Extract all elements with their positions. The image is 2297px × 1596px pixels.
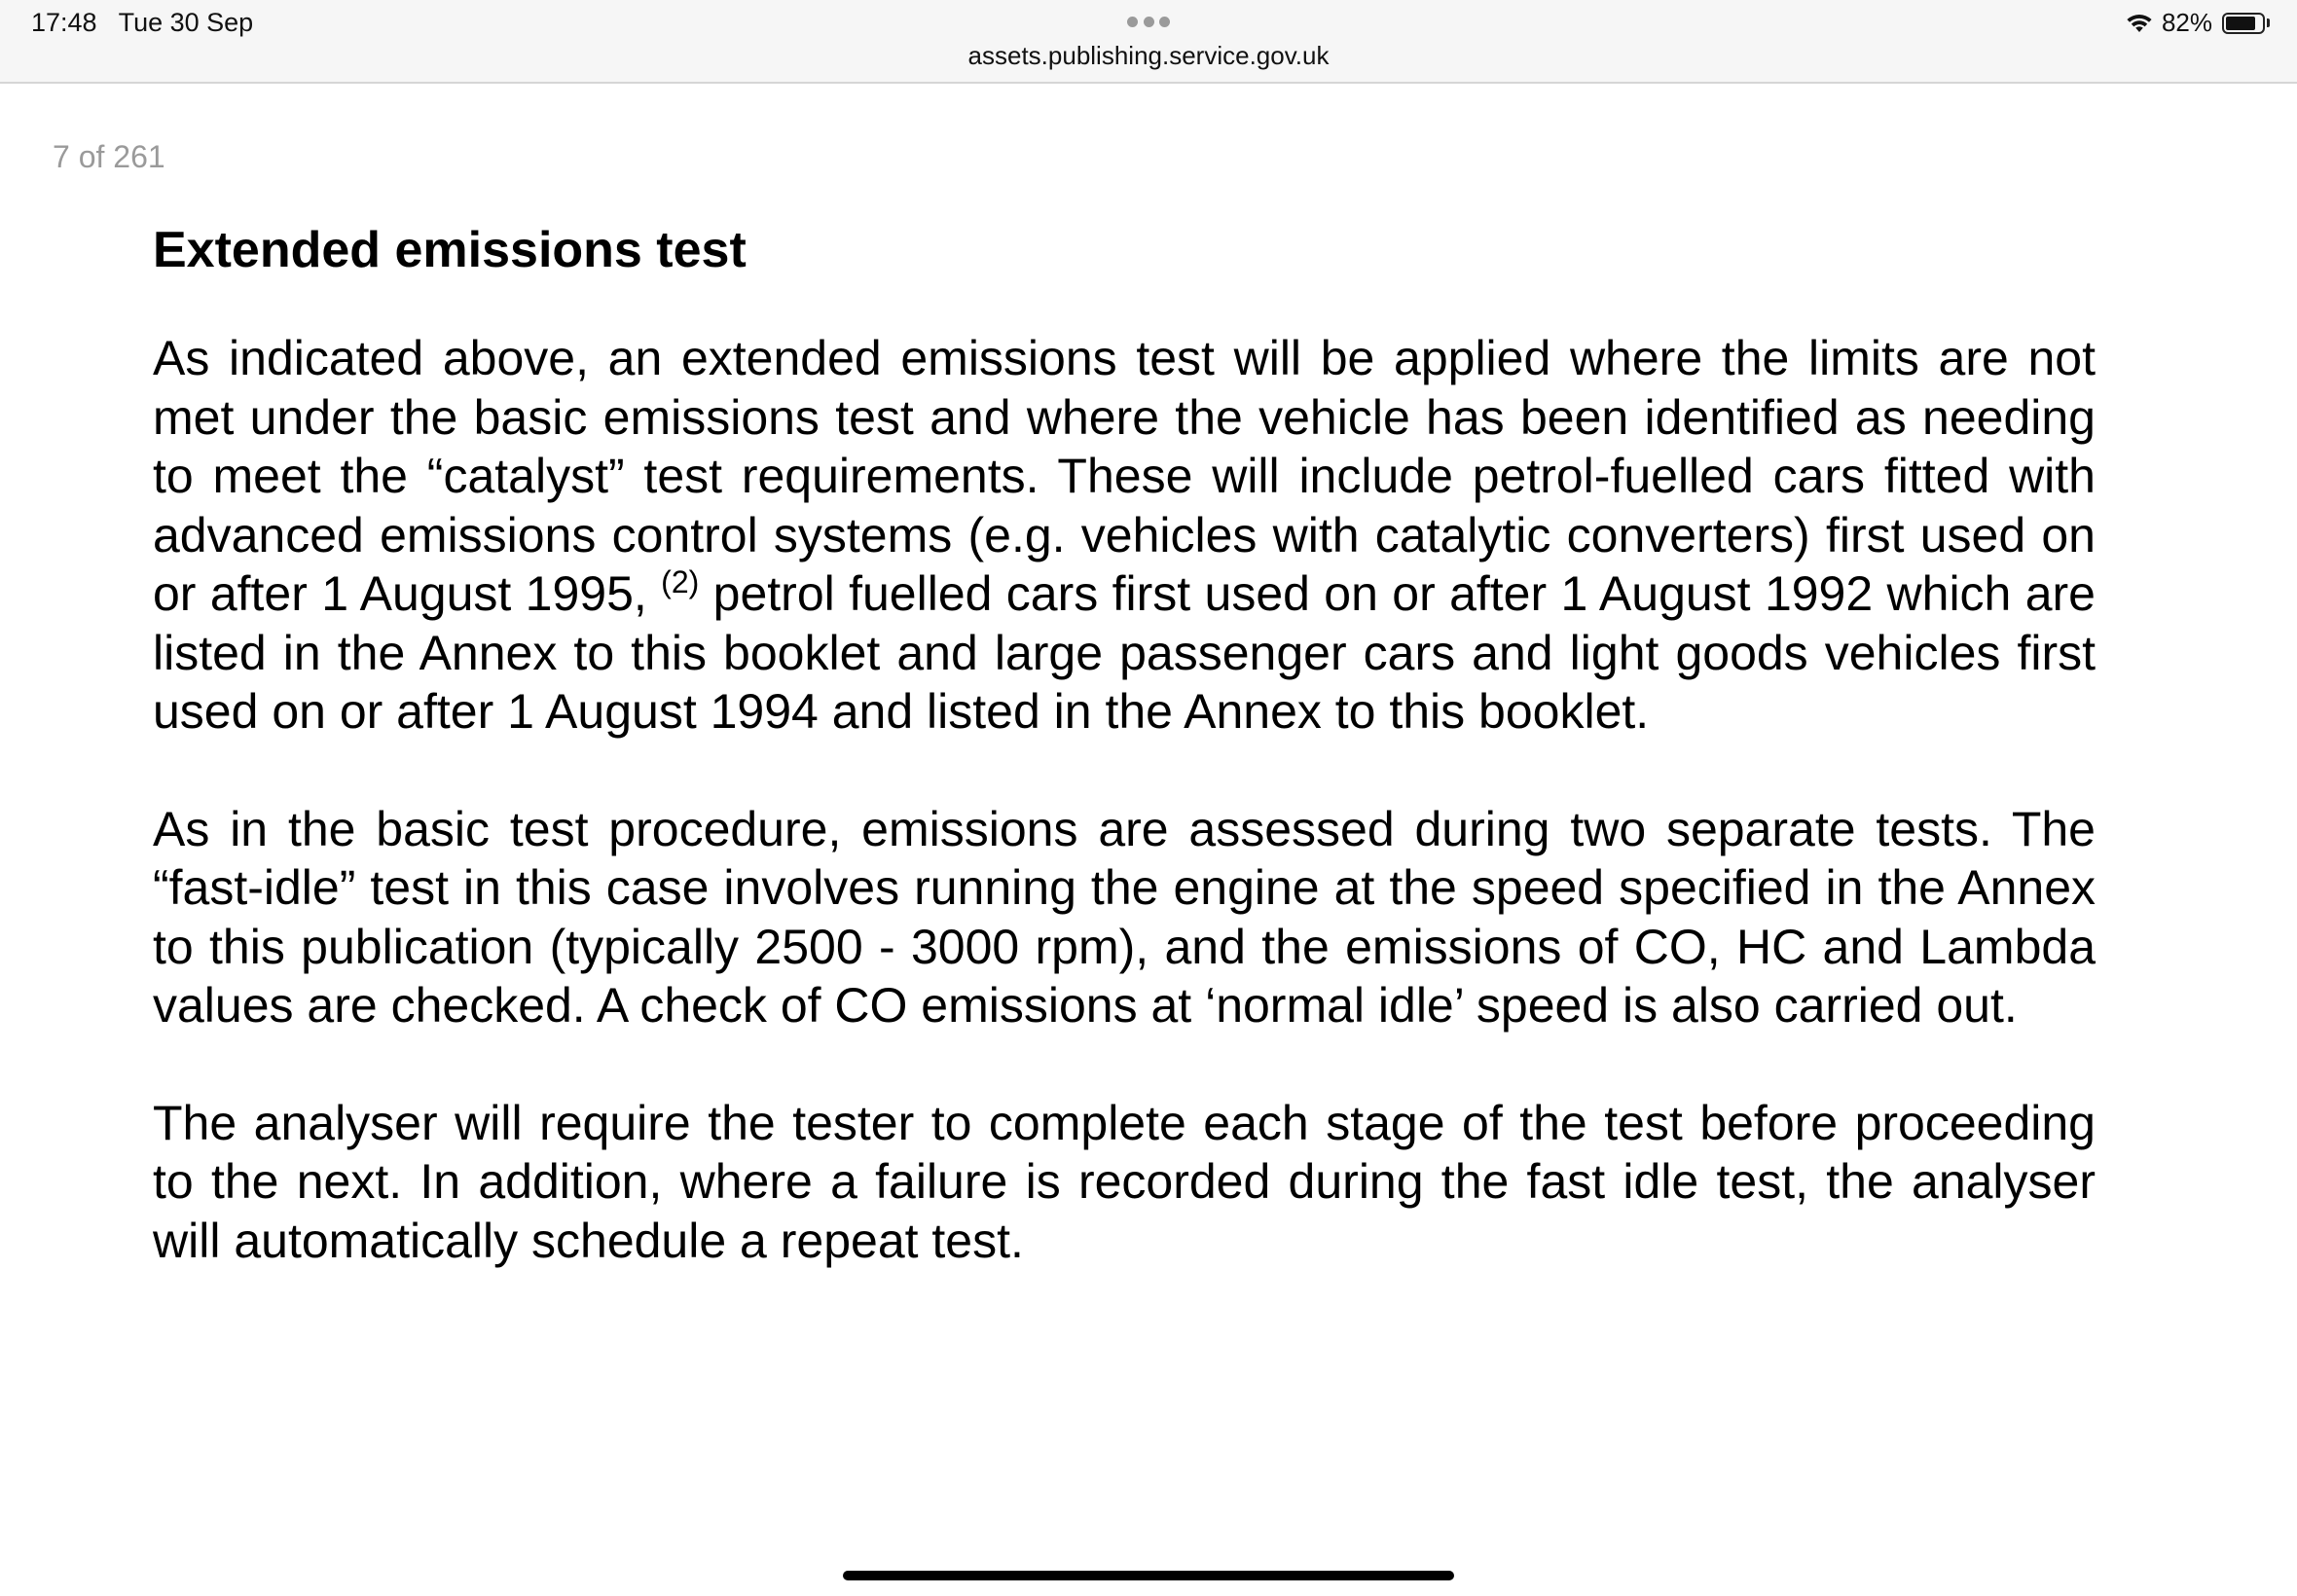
battery-fill bbox=[2226, 17, 2255, 30]
url-label[interactable]: assets.publishing.service.gov.uk bbox=[967, 41, 1330, 70]
wifi-icon bbox=[2125, 12, 2154, 35]
battery-tip bbox=[2267, 18, 2270, 27]
status-time-date bbox=[31, 8, 253, 38]
paragraph-1-part-2: petrol fuelled cars first used on or after 1 August 1992 which are listed in the Annex to this booklet and large passenger cars and light goods vehicles first used on or after 1 August 1994 and listed in the Annex to this booklet. bbox=[153, 566, 2096, 739]
section-heading: Extended emissions test bbox=[153, 222, 747, 278]
status-indicators bbox=[2125, 8, 2270, 38]
document-content bbox=[153, 218, 2096, 1270]
paragraph-1-part-1: As indicated above, an extended emissions test will be applied where the limits are not met under the basic emissions test and where the vehicle has been identified as needing to meet the “catalyst” test requirements. These will include petrol-fuelled cars fitted with advanced emissions control systems (e.g. vehicles with catalytic converters) first used on or after 1 August 1995, bbox=[153, 331, 2096, 621]
paragraph-2: As in the basic test procedure, emissions are assessed during two separate tests. The “fast-idle” test in this case involves running the engine at the speed specified in the Annex to this publication (typically 2500 - 3000 rpm), and the emissions of CO, HC and Lambda values are checked. A check of CO emissions at ‘normal idle’ speed is also carried out. bbox=[153, 801, 2096, 1033]
status-time: 17:48 bbox=[31, 8, 97, 37]
status-date: Tue 30 Sep bbox=[118, 8, 254, 37]
battery-icon bbox=[2222, 13, 2265, 34]
paragraph-3: The analyser will require the tester to complete each stage of the test before proceeding to the next. In addition, where a failure is recorded during the fast idle test, the analyser will automatically schedule a repeat test. bbox=[153, 1095, 2096, 1268]
multitasking-dots-icon[interactable] bbox=[1127, 17, 1170, 28]
home-indicator[interactable] bbox=[843, 1571, 1454, 1580]
status-bar bbox=[0, 0, 2297, 84]
page-indicator: 7 of 261 bbox=[53, 139, 165, 174]
paragraph-1 bbox=[153, 329, 2096, 742]
battery-percent: 82% bbox=[2161, 8, 2212, 37]
footnote-ref[interactable]: (2) bbox=[661, 564, 700, 599]
